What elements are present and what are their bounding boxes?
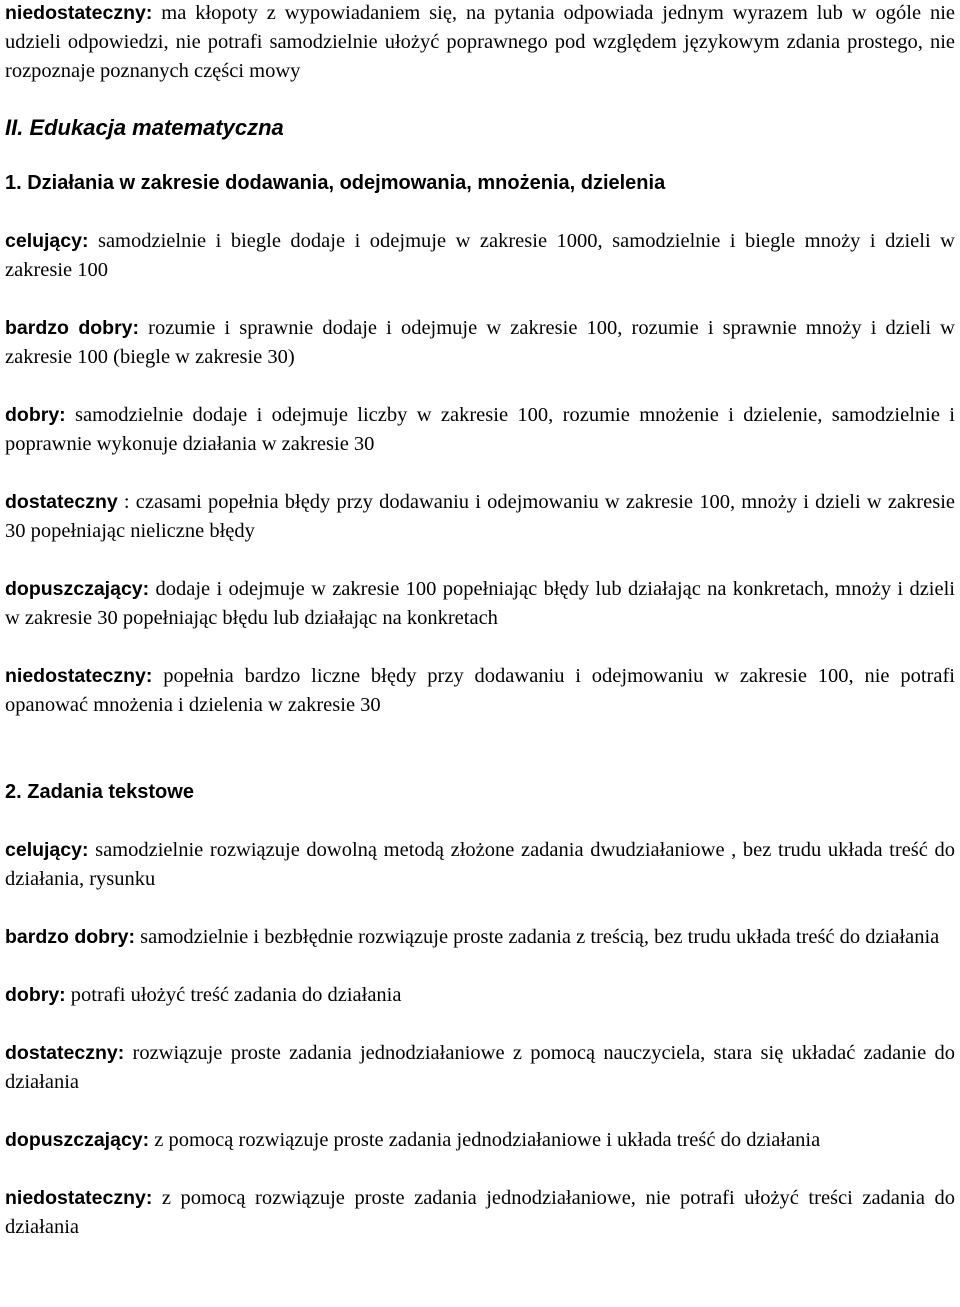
- list-item: [5, 662, 955, 720]
- grade-description: samodzielnie dodaje i odejmuje liczby w zakresie 100, rozumie mnożenie i dzielenie, samodzielnie i poprawnie wykonuje działania w zakresie 30: [5, 404, 955, 455]
- list-item: [5, 923, 955, 952]
- grade-label: celujący:: [5, 839, 89, 861]
- list-item: [5, 227, 955, 285]
- grade-label: dobry:: [5, 984, 66, 1006]
- grade-description: z pomocą rozwiązuje proste zadania jednodziałaniowe i układa treść do działania: [149, 1129, 821, 1151]
- list-item: [5, 836, 955, 894]
- grade-label: niedostateczny:: [5, 2, 153, 24]
- grade-label: dostateczny: [5, 491, 118, 513]
- list-item: [5, 981, 955, 1010]
- grade-label: dopuszczający:: [5, 578, 150, 600]
- document-page: [5, 0, 955, 1242]
- list-item: [5, 401, 955, 459]
- grade-label: bardzo dobry:: [5, 926, 135, 948]
- grade-description: rozumie i sprawnie dodaje i odejmuje w zakresie 100, rozumie i sprawnie mnoży i dzieli w zakresie 100 (biegle w zakresie 30): [5, 317, 955, 368]
- grade-label: dobry:: [5, 404, 66, 426]
- grade-label: celujący:: [5, 230, 89, 252]
- list-item: [5, 575, 955, 633]
- grade-description: samodzielnie i biegle dodaje i odejmuje w zakresie 1000, samodzielnie i biegle mnoży i dzieli w zakresie 100: [5, 230, 955, 281]
- grade-description: z pomocą rozwiązuje proste zadania jednodziałaniowe, nie potrafi ułożyć treści zadania do działania: [5, 1187, 955, 1238]
- grade-label: bardzo dobry:: [5, 317, 139, 339]
- list-item: [5, 314, 955, 372]
- intro-paragraph: [5, 0, 955, 86]
- subsection-title-1: 1. Działania w zakresie dodawania, odejmowania, mnożenia, dzielenia: [5, 172, 666, 194]
- grade-description: rozwiązuje proste zadania jednodziałaniowe z pomocą nauczyciela, stara się układać zadanie do działania: [5, 1042, 955, 1093]
- grade-description: : czasami popełnia błędy przy dodawaniu i odejmowaniu w zakresie 100, mnoży i dzieli w zakresie 30 popełniając nieliczne błędy: [5, 491, 955, 542]
- grade-label: niedostateczny:: [5, 1187, 153, 1209]
- grade-label: niedostateczny:: [5, 665, 153, 687]
- list-item: [5, 1184, 955, 1242]
- grade-description: popełnia bardzo liczne błędy przy dodawaniu i odejmowaniu w zakresie 100, nie potrafi opanować mnożenia i dzielenia w zakresie 30: [5, 665, 955, 716]
- subsection-title-2: 2. Zadania tekstowe: [5, 781, 194, 803]
- list-item: [5, 1126, 955, 1155]
- grade-description: ma kłopoty z wypowiadaniem się, na pytania odpowiada jednym wyrazem lub w ogóle nie udzieli odpowiedzi, nie potrafi samodzielnie ułożyć poprawnego pod względem językowym zdania prostego, nie rozpoznaje poznanych części mowy: [5, 2, 955, 82]
- grade-description: potrafi ułożyć treść zadania do działania: [65, 984, 402, 1006]
- grade-description: samodzielnie rozwiązuje dowolną metodą złożone zadania dwudziałaniowe , bez trudu układa treść do działania, rysunku: [5, 839, 955, 890]
- grade-label: dopuszczający:: [5, 1129, 150, 1151]
- list-item: [5, 1039, 955, 1097]
- grade-description: dodaje i odejmuje w zakresie 100 popełniając błędy lub działając na konkretach, mnoży i dzieli w zakresie 30 popełniając błędu lub działając na konkretach: [5, 578, 955, 629]
- grade-description: samodzielnie i bezbłędnie rozwiązuje proste zadania z treścią, bez trudu układa treść do działania: [135, 926, 940, 948]
- section-title: II. Edukacja matematyczna: [5, 115, 284, 140]
- grade-label: dostateczny:: [5, 1042, 125, 1064]
- list-item: [5, 488, 955, 546]
